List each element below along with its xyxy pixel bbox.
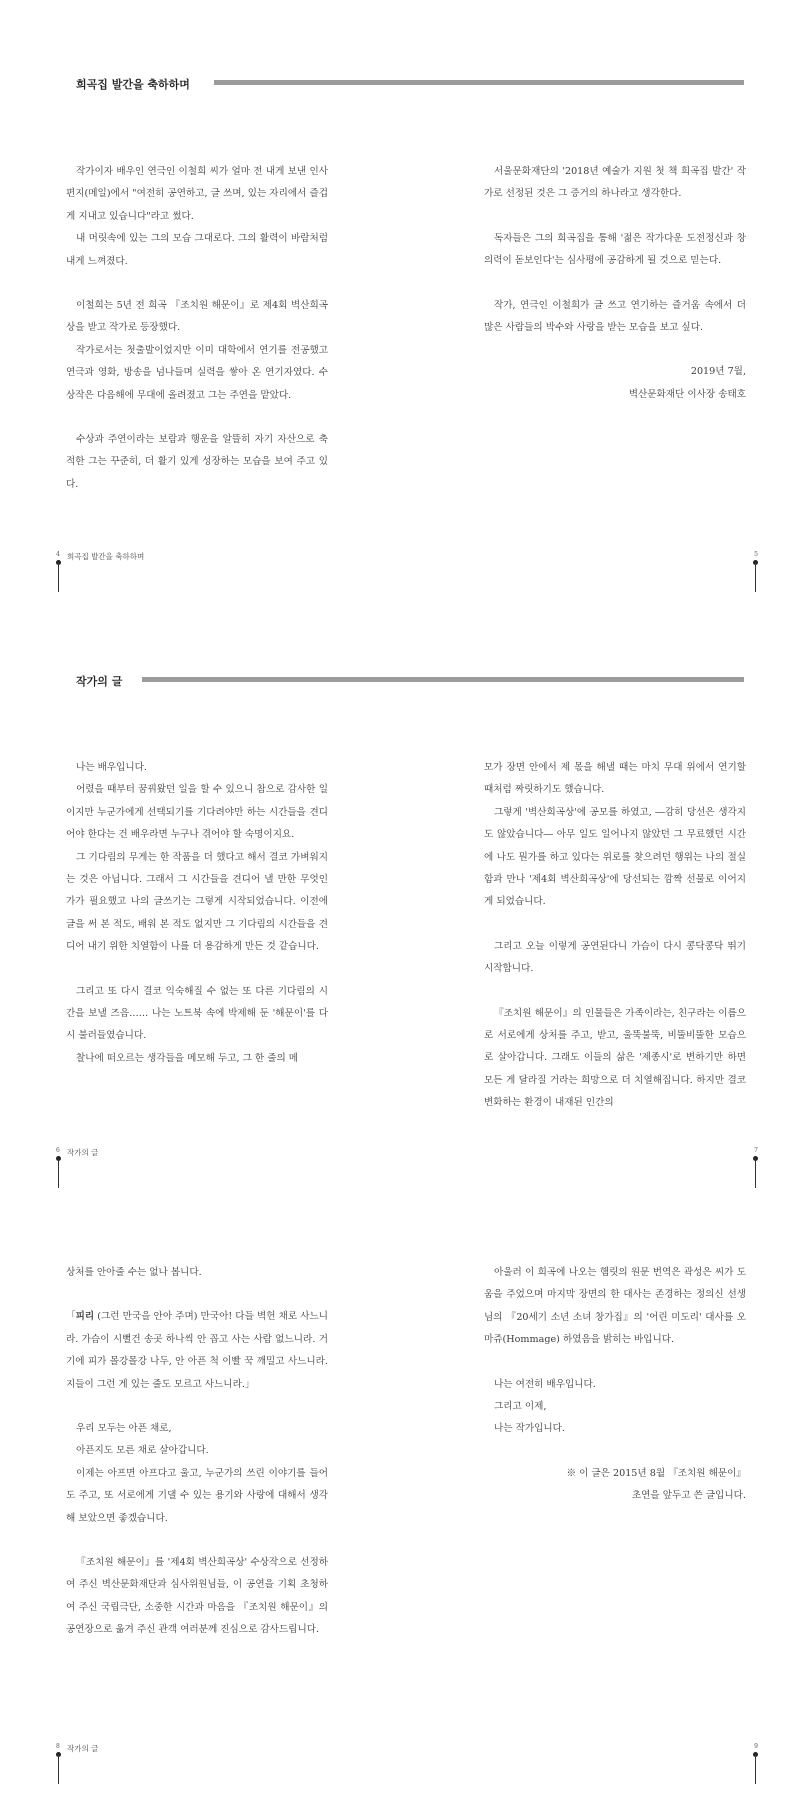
paragraph: 아울러 이 희곡에 나오는 햄릿의 원문 번역은 곽성은 씨가 도움을 주었으며 마지막 장면의 한 대사는 존경하는 정의신 선생님의 『20세기 소년 소녀 창가집』의 '어린 미도리' 대사를 오마쥬(Hommage) 하였음을 밝히는 바입니다. (484, 1267, 746, 1346)
paragraph: 그렇게 '벽산희곡상'에 공모를 하였고, ―감히 당선은 생각지도 않았습니다― 아무 일도 일어나지 않았던 그 무료했던 시간에 나도 뭔가를 하고 있다는 위로를 찾으려던 행위는 나의 절실함과 만나 '제4회 벽산희곡상'에 당선되는 깜짝 선물로 이어지게 되었습니다. (484, 806, 746, 908)
paragraph-gap (66, 273, 328, 295)
page-number: 5 (754, 551, 758, 558)
paragraph: 작가이자 배우인 연극인 이철희 씨가 얼마 전 내게 보낸 인사편지(메일)에서 "여전히 공연하고, 글 쓰며, 있는 자리에서 즐겁게 지내고 있습니다"라고 썼다. (66, 166, 328, 222)
paragraph: 아픈지도 모른 채로 살아갑니다. (76, 1445, 209, 1457)
paragraph: 나는 여전히 배우입니다. (494, 1378, 596, 1390)
paragraph: 독자들은 그의 희곡집을 통해 '젊은 작가다운 도전정신과 창의력이 돋보인다'는 심사평에 공감하게 될 것으로 믿는다. (484, 232, 746, 267)
paragraph: 찰나에 떠오르는 생각들을 메모해 두고, 그 한 줄의 메 (76, 1052, 299, 1064)
paragraph-gap (484, 1441, 746, 1463)
title-rule (214, 80, 744, 85)
footnote-line: 초연을 앞두고 쓴 글입니다. (631, 1490, 746, 1502)
left-column (66, 161, 328, 496)
footer-left (56, 1743, 256, 1793)
paragraph: 그리고 이제, (494, 1401, 547, 1413)
paragraph-gap (484, 981, 746, 1003)
paragraph: 그리고 오늘 이렇게 공연된다니 가슴이 다시 콩닥콩닥 뛰기 시작합니다. (484, 940, 746, 975)
section-title: 희곡집 발간을 축하하며 (76, 78, 190, 91)
paragraph: 모가 장면 안에서 제 몫을 해낼 때는 마치 무대 위에서 연기할 때처럼 짜릿하기도 했습니다. (484, 762, 746, 796)
paragraph-gap (66, 959, 328, 981)
paragraph-gap (484, 339, 746, 361)
folio-line (755, 562, 756, 592)
paragraph-gap (484, 914, 746, 936)
paragraph-gap (66, 407, 328, 429)
paragraph: 상처를 안아줄 수는 없나 봅니다. (66, 1267, 202, 1278)
page-number: 9 (754, 1743, 758, 1750)
footer-right (718, 551, 758, 601)
folio-line (755, 1158, 756, 1188)
right-column (484, 1262, 746, 1508)
page-spread-3 (0, 1200, 810, 1788)
footer-right (718, 1147, 758, 1197)
paragraph: 어렸을 때부터 꿈꿔왔던 일을 할 수 있으니 참으로 감사한 일이지만 누군가에게 선택되기를 기다려야만 하는 시간들을 견디어야 한다는 건 배우라면 누구나 겪어야 할 숙명이지요. (66, 784, 328, 841)
right-column (484, 161, 746, 406)
letter-date: 2019년 7월, (690, 366, 746, 378)
left-column (66, 1262, 328, 1642)
paragraph: 수상과 주연이라는 보람과 행운을 알뜰히 자기 자산으로 축적한 그는 꾸준히, 더 활기 있게 성장하는 모습을 보여 주고 있다. (66, 434, 328, 490)
folio-line (58, 1754, 59, 1784)
running-head: 희곡집 발간을 축하하며 (67, 552, 145, 561)
paragraph-gap (484, 206, 746, 228)
folio-line (58, 562, 59, 592)
paragraph: 서울문화재단의 '2018년 예술가 지원 첫 책 희곡집 발간' 작가로 선정된 것은 그 증거의 하나라고 생각한다. (484, 166, 746, 200)
page-spread-1 (0, 0, 810, 600)
paragraph: 이철희는 5년 전 희곡 『조치원 해문이』로 제4회 벽산희곡상을 받고 작가로 등장했다. (66, 300, 328, 334)
folio-line (755, 1754, 756, 1784)
page-number: 7 (754, 1147, 758, 1154)
footnote-line: ※ 이 글은 2015년 8월 『조치원 해문이』 (566, 1467, 746, 1479)
title-rule (142, 677, 744, 682)
paragraph-gap (66, 1284, 328, 1306)
footer-right (718, 1743, 758, 1793)
letter-signature: 벽산문화재단 이사장 송태호 (628, 388, 746, 400)
paragraph: 내 머릿속에 있는 그의 모습 그대로다. 그의 활력이 바람처럼 내게 느껴졌다. (66, 233, 328, 267)
play-quote: 「피리 (그런 만국을 안아 주며) 만국아! 다들 벽헌 채로 사느니라. 가슴이 시뻘건 송곳 하나씩 안 꼽고 사는 사람 없느니라. 거기에 피가 몰강몰강 나두, 안 아픈 척 이빨 꾹 깨밀고 사느니라. 지들이 그런 게 있는 줄도 모르고 사느니라.」 (66, 1311, 329, 1390)
paragraph-gap (66, 1396, 328, 1418)
paragraph: 작가, 연극인 이철희가 글 쓰고 연기하는 즐거움 속에서 더 많은 사람들의 박수와 사랑을 받는 모습을 보고 싶다. (484, 299, 746, 334)
paragraph-gap (484, 1352, 746, 1374)
page-number: 8 (56, 1743, 60, 1750)
paragraph: 작가로서는 첫출발이었지만 이미 대학에서 연기를 전공했고 연극과 영화, 방송을 넘나들며 실력을 쌓아 온 연기자였다. 수상작은 다음해에 무대에 올려졌고 그는 주연을 맡았다. (66, 344, 328, 401)
paragraph: 우리 모두는 아픈 채로, (76, 1423, 172, 1435)
running-head: 작가의 글 (67, 1744, 99, 1753)
paragraph: 나는 배우입니다. (76, 762, 147, 773)
footer-left (56, 551, 256, 601)
paragraph: 『조치원 해문이』의 인물들은 가족이라는, 친구라는 이름으로 서로에게 상처를 주고, 받고, 울뚝불뚝, 비뚤비뚤한 모습으로 살아갑니다. 그래도 이들의 삶은 '제종시'로 변하기만 하면 모든 게 달라질 거라는 희망으로 더 치열해집니다. 하지만 결코 변화하는 환경이 내재된 인간의 (484, 1007, 746, 1109)
paragraph: 나는 작가입니다. (494, 1423, 565, 1435)
paragraph-gap (484, 273, 746, 295)
running-head: 작가의 글 (67, 1148, 99, 1157)
quote-body: (그런 만국을 안아 주며) 만국아! 다들 벽헌 채로 사느니라. 가슴이 시뻘건 송곳 하나씩 안 꼽고 사는 사람 없느니라. 거기에 피가 몰강몰강 나두, 안 아픈 척 이빨 꾹 깨밀고 사느니라. 지들이 그런 게 있는 줄도 모르고 사느니라.」 (66, 1311, 329, 1390)
quote-speaker: 피리 (75, 1311, 95, 1323)
page-number: 4 (56, 551, 60, 558)
paragraph-gap (66, 1530, 328, 1552)
paragraph: 『조치원 해문이』를 '제4회 벽산희곡상' 수상작으로 선정하여 주신 벽산문화재단과 심사위원님들, 이 공연을 기획 초청하여 주신 국립극단, 소중한 시간과 마음을 『조치원 해문이』의 공연장으로 옮겨 주신 관객 여러분께 진심으로 감사드립니다. (66, 1557, 328, 1636)
folio-line (58, 1158, 59, 1188)
page-number: 6 (56, 1147, 60, 1154)
page-spread-2 (0, 600, 810, 1200)
left-column (66, 757, 328, 1070)
right-column (484, 757, 746, 1115)
footer-left (56, 1147, 256, 1197)
paragraph: 그 기다림의 무게는 한 작품을 더 했다고 해서 결코 가벼워지는 것은 아닙니다. 그래서 그 시간들을 견디어 낼 만한 무엇인가가 필요했고 나의 글쓰기는 그렇게 시작되었습니다. 이전에 글을 써 본 적도, 배워 본 적도 없지만 그 기다림의 시간들을 견디어 내기 위한 치열함이 나를 더 용감하게 만든 것 같습니다. (66, 851, 328, 953)
section-title: 작가의 글 (76, 675, 123, 688)
paragraph: 그리고 또 다시 결코 익숙해질 수 없는 또 다른 기다림의 시간을 보낼 즈음…… 나는 노트북 속에 박제해 둔 '해문이'를 다시 불러들였습니다. (66, 985, 328, 1042)
paragraph: 이제는 아프면 아프다고 울고, 누군가의 쓰린 이야기를 들어도 주고, 또 서로에게 기댈 수 있는 용기와 사랑에 대해서 생각해 보았으면 좋겠습니다. (66, 1467, 328, 1524)
